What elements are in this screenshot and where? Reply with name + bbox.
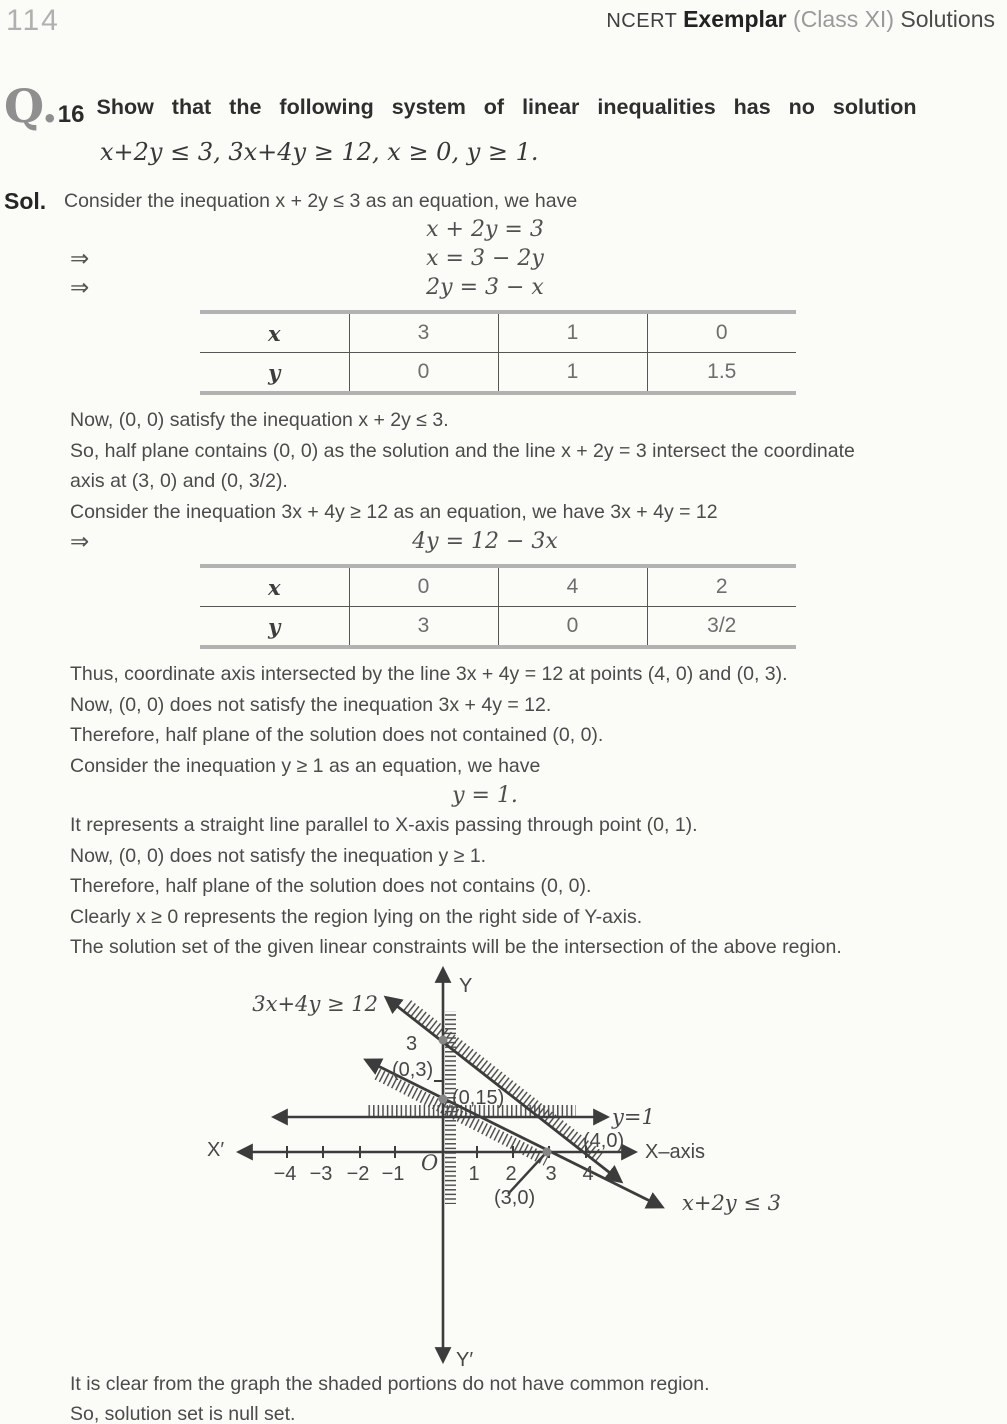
x-tick-label: 2 [505, 1162, 517, 1185]
table-cell: 3 [349, 312, 498, 353]
label-y-bottom: Y′ [456, 1348, 474, 1371]
solution-line: Thus, coordinate axis intersected by the line 3x + 4y = 12 at points (4, 0) and (0, 3). [70, 663, 788, 685]
label-3: 3 [406, 1032, 418, 1055]
solution-line: axis at (3, 0) and (0, 3/2). [70, 470, 288, 492]
label-line-x2y: x+2y ≤ 3 [682, 1190, 781, 1215]
inequality-graph [0, 963, 1007, 1369]
label-line-y1: y=1 [612, 1104, 655, 1129]
table-row [200, 353, 796, 394]
solution-line: It represents a straight line parallel to X-axis passing through point (0, 1). [70, 814, 698, 836]
solution-line: Now, (0, 0) does not satisfy the inequation y ≥ 1. [70, 844, 487, 867]
x-tick-label: −3 [309, 1162, 333, 1185]
solution-line: It is clear from the graph the shaded portions do not have common region. [70, 1372, 710, 1395]
header-exemplar: Exemplar [683, 6, 794, 32]
solution-body [70, 215, 1007, 963]
x-tick-label: −1 [381, 1162, 405, 1185]
question-number: Q.16 [4, 79, 85, 133]
equation-2 [70, 244, 900, 273]
x-tick-label: −4 [273, 1162, 297, 1185]
solution-line: Consider the inequation 3x + 4y ≥ 12 as an equation, we have 3x + 4y = 12 [70, 500, 718, 523]
label-point-3-0: (3,0) [494, 1186, 536, 1209]
x-tick-label: −2 [346, 1162, 370, 1185]
solution-line: Now, (0, 0) does not satisfy the inequation 3x + 4y = 12. [70, 693, 552, 716]
table-cell: 0 [349, 566, 498, 607]
equation-5: y = 1. [452, 783, 518, 808]
solution-line: Therefore, half plane of the solution does not contained (0, 0). [70, 724, 604, 746]
label-point-0-3: (0,3) [392, 1058, 434, 1081]
table-cell: 3/2 [647, 607, 796, 648]
x-tick-label: 3 [545, 1162, 557, 1185]
header-ncert: NCERT [606, 10, 684, 32]
table-cell: 1.5 [647, 353, 796, 394]
table-cell: 3 [349, 607, 498, 648]
solution-start [0, 188, 1007, 215]
solution-line: Consider the inequation y ≥ 1 as an equation, we have [70, 754, 541, 777]
table-cell: y [268, 359, 281, 385]
question-text: Show that the following system of linear inequalities has no solution [96, 95, 917, 119]
table-row [200, 312, 796, 353]
table-cell: y [268, 613, 281, 639]
table-row [200, 566, 796, 607]
table-cell: x [200, 566, 349, 607]
equation-4 [70, 527, 900, 556]
label-point-4-0: (4,0) [583, 1129, 625, 1152]
table-cell: x [200, 312, 349, 353]
point-0-3 [439, 1035, 448, 1044]
equation-2-text: x = 3 − 2y [426, 246, 544, 271]
equation-3-text: 2y = 3 − x [426, 275, 544, 300]
table-cell: 0 [498, 607, 647, 648]
equation-1: x + 2y = 3 [426, 217, 544, 242]
header-class: (Class XI) [793, 6, 901, 32]
header-solutions: Solutions [900, 6, 995, 32]
graph-canvas [0, 954, 1007, 1378]
solution-line: So, half plane contains (0, 0) as the solution and the line x + 2y = 3 intersect the coordinate [70, 439, 855, 462]
label-origin: O [421, 1150, 439, 1175]
equation-3 [70, 273, 900, 302]
solution-line: Now, (0, 0) satisfy the inequation x + 2y ≤ 3. [70, 409, 449, 431]
table-cell: 1 [498, 353, 647, 394]
table-row [200, 607, 796, 648]
solution-line: Clearly x ≥ 0 represents the region lying on the right side of Y-axis. [70, 905, 643, 928]
value-table-2 [200, 564, 796, 649]
table-cell: 4 [498, 566, 647, 607]
table-cell: 0 [349, 353, 498, 394]
equation-4-text: 4y = 12 − 3x [412, 529, 558, 554]
label-line-3x4y: 3x+4y ≥ 12 [252, 991, 378, 1016]
sol-label: Sol. [4, 188, 47, 214]
label-y-top: Y [459, 974, 473, 997]
point-0-1-5 [439, 1094, 448, 1103]
x-tick-label: 1 [468, 1162, 480, 1185]
label-point-0-15: (0,15) [452, 1086, 505, 1109]
table-cell: 2 [647, 566, 796, 607]
solution-line: Therefore, half plane of the solution does not contains (0, 0). [70, 875, 592, 897]
solution-line: So, solution set is null set. [70, 1403, 296, 1424]
header-title [606, 4, 995, 33]
implies-arrow: ⇒ [70, 274, 90, 300]
page-header [0, 0, 1007, 38]
implies-arrow: ⇒ [70, 245, 90, 271]
solution-intro: Consider the inequation x + 2y ≤ 3 as an equation, we have [64, 190, 578, 212]
label-x-prime: X′ [207, 1138, 225, 1161]
value-table-1 [200, 310, 796, 395]
question-inequalities: x+2y ≤ 3, 3x+4y ≥ 12, x ≥ 0, y ≥ 1. [100, 138, 539, 166]
implies-arrow: ⇒ [70, 528, 90, 554]
table-cell: 1 [498, 312, 647, 353]
solution-line: The solution set of the given linear constraints will be the intersection of the above region. [70, 936, 842, 958]
question-block [4, 79, 999, 133]
page-number: 114 [6, 4, 60, 37]
table-cell: 0 [647, 312, 796, 353]
x-tick-label: 4 [582, 1162, 594, 1185]
label-x-axis: X–axis [645, 1140, 706, 1163]
